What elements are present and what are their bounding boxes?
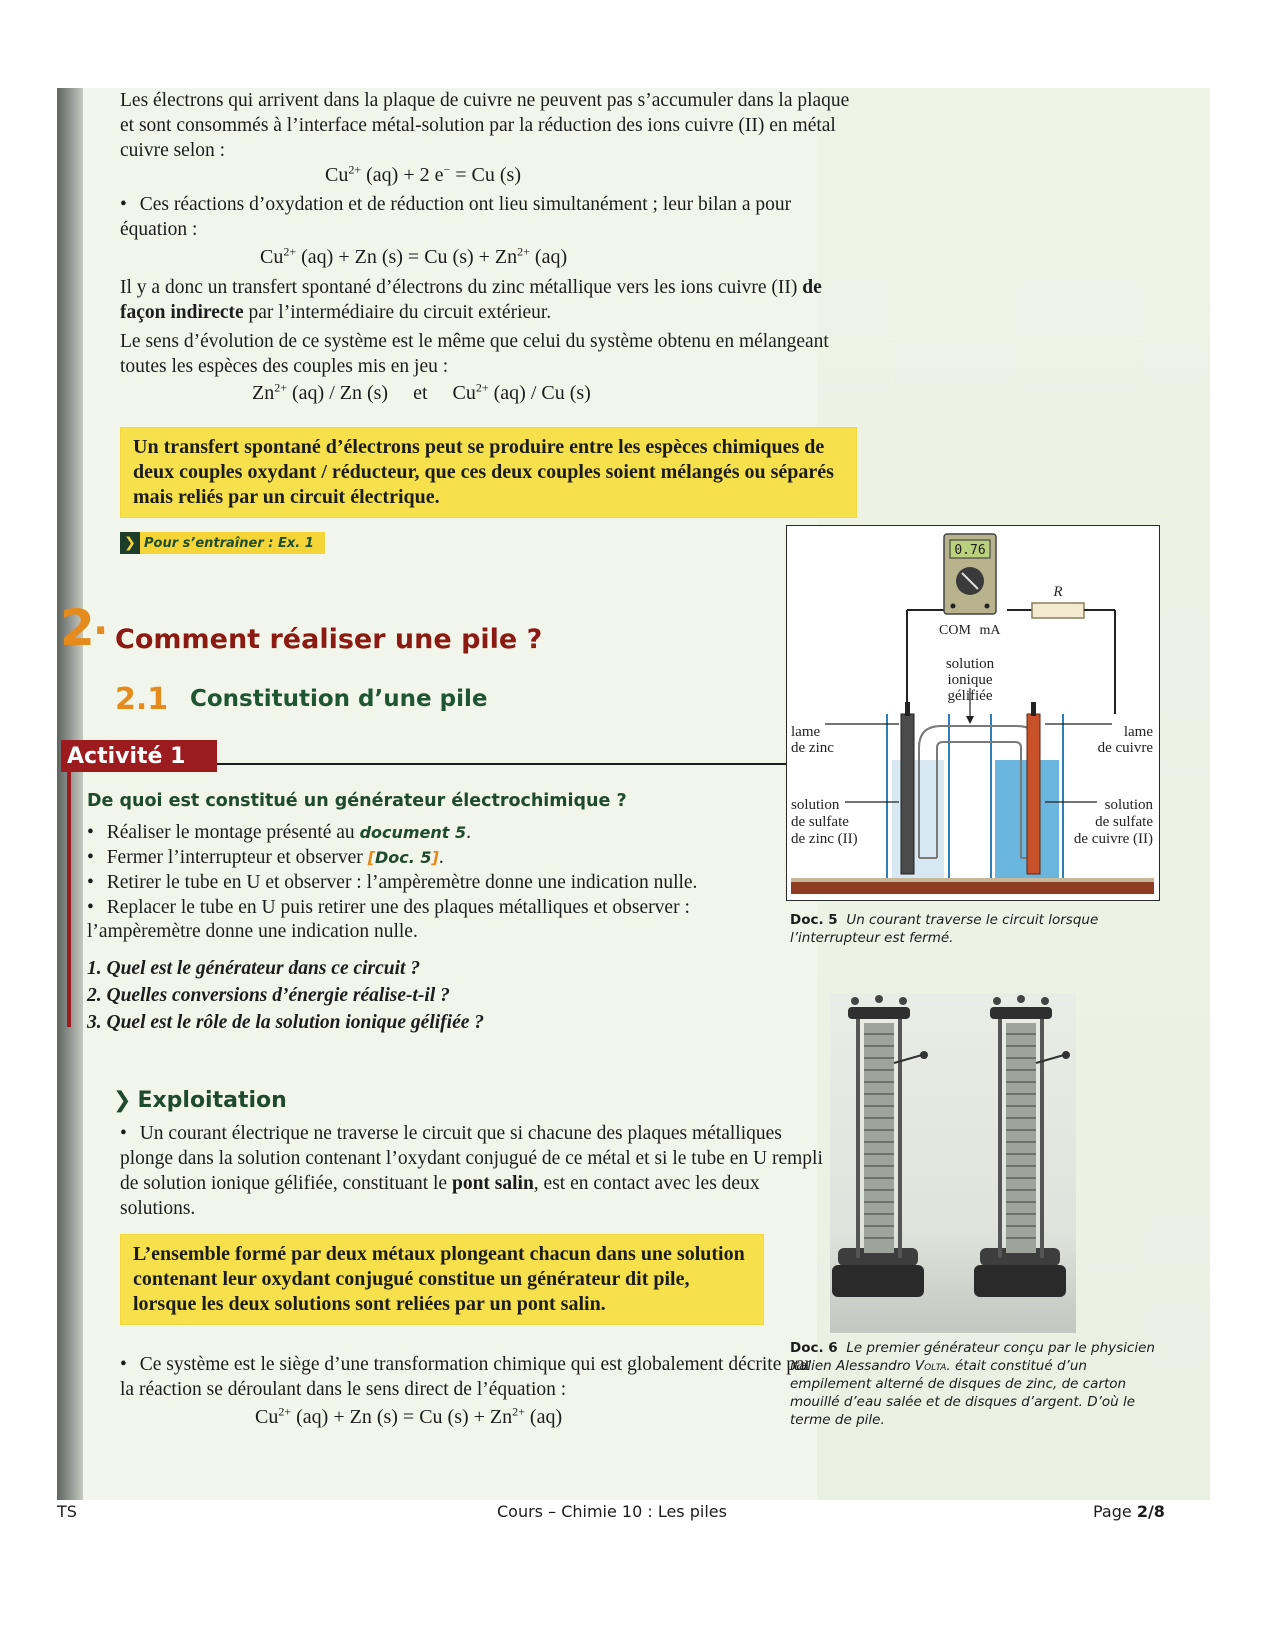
eq3-b: (aq) / Zn (s) et Cu: [287, 382, 476, 404]
intro-paragraph-3-bold: de façon indirecte: [120, 277, 822, 323]
left-cap: [848, 1007, 910, 1019]
footer-class: TS: [57, 1502, 77, 1521]
zinc-solution-label-2: de sulfate: [791, 814, 849, 830]
meter-ma-label: mA: [979, 623, 1001, 638]
eq3-b-charge: 2+: [475, 380, 489, 395]
eq3-a: Zn: [252, 382, 275, 404]
volta-pile-photo: [830, 993, 1076, 1333]
question-3: 3. Quel est le rôle de la solution ionique gélifiée ?: [87, 1012, 485, 1033]
right-rod-1: [998, 1013, 1002, 1258]
zinc-label-1: lame: [791, 724, 821, 740]
exploitation-title: Exploitation: [137, 1088, 287, 1113]
eq4-a-charge: 2+: [278, 1404, 292, 1419]
eq2-c: (aq): [529, 246, 568, 268]
intro-paragraph-3-end: par l’intermédiaire du circuit extérieur.: [243, 302, 552, 323]
gel-label-1: solution: [945, 656, 995, 672]
footer-page-number: [1093, 1502, 1165, 1521]
ma-terminal: [985, 604, 990, 609]
zinc-solution-label-3: de zinc (II): [791, 831, 858, 847]
exploitation-p1-start: Un courant électrique ne traverse le circuit que si chacune des plaques métalliques plonge dans la solution contenant l’oxydant conjugué de ce métal et si le tube en U rempli de solution ionique gélifiée, constituant le: [120, 1123, 823, 1194]
equation-bilan: [260, 244, 567, 270]
footer-page-value: 2/8: [1136, 1502, 1165, 1521]
meter-reading: 0.76: [954, 543, 986, 558]
left-base: [832, 1265, 924, 1297]
subsection-number: 2.1: [115, 682, 169, 717]
left-knob-1: [851, 997, 859, 1005]
key-statement-box-1: [121, 428, 856, 517]
activity-step-1-text: Réaliser le montage présenté au: [106, 822, 360, 843]
doc6-caption-part-2: . était constitué d’un empilement alterné de disques de zinc, de carton mouillé d’eau salée et de disques d’argent. D’où le terme de pile.: [790, 1358, 1136, 1428]
activity-label: Activité 1: [61, 740, 217, 772]
exploitation-heading: [113, 1088, 287, 1113]
right-knob-2: [1017, 995, 1025, 1003]
gel-pointer-arrowhead: [966, 716, 974, 724]
eq4-c: (aq): [524, 1406, 563, 1428]
section-number-dot: .: [93, 598, 109, 644]
eq4-b-charge: 2+: [512, 1404, 525, 1419]
intro-paragraph-4: [120, 329, 860, 379]
activity-question: De quoi est constitué un générateur électrochimique ?: [87, 791, 627, 811]
eq1-rest: (aq) + 2 e: [361, 164, 444, 186]
copper-solution-label-2: de sulfate: [1095, 814, 1153, 830]
activity-step-2-end: .: [438, 847, 444, 868]
bench-top: [791, 878, 1154, 882]
eq4-a: Cu: [255, 1406, 279, 1428]
exercise-link-label: Pour s’entraîner : Ex. 1: [144, 535, 314, 551]
equation-pile: [255, 1404, 562, 1430]
intro-paragraph-1-text: Les électrons qui arrivent dans la plaque de cuivre ne peuvent pas s’accumuler dans la plaque et sont consommés à l’interface métal-solution par la réduction des ions cuivre (II) en métal cuivre selon :: [120, 90, 850, 161]
right-knob-1: [993, 997, 1001, 1005]
footer-page-prefix: Page: [1093, 1502, 1137, 1521]
resistor: [1032, 603, 1084, 618]
doc5-diagram: [786, 525, 1160, 901]
copper-electrode: [1027, 714, 1040, 874]
activity-rule: [217, 763, 787, 765]
intro-paragraph-2-text: Ces réactions d’oxydation et de réduction ont lieu simultanément ; leur bilan a pour équation :: [120, 194, 792, 240]
eq3-a-charge: 2+: [274, 380, 287, 395]
right-base: [974, 1265, 1066, 1297]
volta-pile-svg: [830, 993, 1076, 1333]
exploitation-paragraph-2: [120, 1352, 820, 1402]
intro-paragraph-4-text: Le sens d’évolution de ce système est le même que celui du système obtenu en mélangeant toutes les espèces des couples mis en jeu :: [120, 331, 829, 377]
intro-paragraph-1: [120, 88, 860, 163]
eq1-electron-charge: −: [443, 162, 451, 177]
equation-couples: [252, 380, 591, 406]
copper-solution-label-3: de cuivre (II): [1073, 831, 1153, 847]
gel-label-3: gélifiée: [947, 688, 993, 704]
doc5-caption: [790, 911, 1160, 947]
arrow-right-icon: ❯: [120, 532, 140, 554]
exploitation-p1-end: , est en contact avec les deux solutions.: [120, 1173, 760, 1219]
copper-clip: [1031, 702, 1036, 716]
exercise-link[interactable]: [120, 532, 325, 554]
doc-5-reference-text: Doc. 5: [375, 848, 432, 867]
activity-step-3: [87, 871, 787, 895]
eq1-rhs: = Cu (s): [450, 164, 521, 186]
exploitation-p2-text: Ce système est le siège d’une transformation chimique qui est globalement décrite par la réaction se déroulant dans le sens direct de l’équation :: [120, 1354, 812, 1400]
section-number: 2: [60, 599, 95, 657]
activity-step-1-end: .: [466, 822, 472, 843]
copper-solution-label-1: solution: [1104, 797, 1153, 813]
textbook-page-scan: [57, 88, 1210, 1500]
exploitation-p1-bold: pont salin: [451, 1173, 534, 1194]
copper-label-1: lame: [1123, 724, 1153, 740]
eq2-b-charge: 2+: [517, 244, 530, 259]
doc5-caption-number: Doc. 5: [790, 912, 838, 928]
left-rod-1: [856, 1013, 860, 1258]
question-1: 1. Quel est le générateur dans ce circuit ?: [87, 958, 421, 979]
resistor-label: R: [1053, 584, 1063, 600]
activity-side-bar: [67, 772, 71, 1027]
activity-step-2-text: Fermer l’interrupteur et observer: [106, 847, 368, 868]
bracket-open: [: [367, 848, 375, 867]
activity-step-3-text: Retirer le tube en U et observer : l’ampèremètre donne une indication nulle.: [106, 872, 698, 893]
doc-5-reference[interactable]: [368, 848, 439, 867]
pile-circuit-svg: [787, 526, 1158, 899]
key-statement-2-text: L’ensemble formé par deux métaux plongeant chacun dans une solution contenant leur oxydant conjugué constitue un générateur dit pile, lorsque les deux solutions sont reliées par un pont salin.: [133, 1243, 745, 1315]
doc6-caption-name: Volta: [914, 1358, 947, 1374]
activity-step-4-text: Replacer le tube en U puis retirer une des plaques métalliques et observer : l’ampèremètre donne une indication nulle.: [87, 897, 690, 942]
right-terminal: [1062, 1051, 1070, 1059]
zinc-electrode: [901, 714, 914, 874]
right-knob-3: [1041, 997, 1049, 1005]
key-statement-box-2: [121, 1235, 763, 1324]
eq1-charge: 2+: [348, 162, 362, 177]
left-terminal: [920, 1051, 928, 1059]
eq1-ion: Cu: [325, 164, 349, 186]
left-knob-2: [875, 995, 883, 1003]
activity-step-2: [87, 846, 787, 870]
zinc-label-2: de zinc: [791, 740, 834, 756]
left-knob-3: [899, 997, 907, 1005]
key-statement-1-text: Un transfert spontané d’électrons peut se produire entre les espèces chimiques de deux couples oxydant / réducteur, que ces deux couples soient mélangés ou séparés mais reliés par un circuit électrique.: [133, 436, 834, 508]
subsection-title: Constitution d’une pile: [190, 686, 488, 712]
copper-label-2: de cuivre: [1097, 740, 1153, 756]
right-cap: [990, 1007, 1052, 1019]
meter-com-label: COM: [939, 623, 971, 638]
doc6-caption: [790, 1339, 1160, 1429]
zinc-solution-label-1: solution: [791, 797, 840, 813]
gel-label-2: ionique: [947, 672, 993, 688]
activity-step-4: [87, 896, 787, 944]
doc6-caption-number: Doc. 6: [790, 1340, 838, 1356]
intro-paragraph-3-start: Il y a donc un transfert spontané d’électrons du zinc métallique vers les ions cuivre (II): [120, 277, 803, 298]
dummy3: [882, 606, 907, 610]
eq2-a: Cu: [260, 246, 284, 268]
com-terminal: [951, 604, 956, 609]
equation-copper-reduction: [325, 162, 521, 188]
bracket-close: ]: [431, 848, 439, 867]
exploitation-paragraph-1: [120, 1121, 830, 1221]
zinc-clip: [905, 702, 910, 716]
intro-paragraph-2: [120, 192, 860, 242]
eq2-b: (aq) + Zn (s) = Cu (s) + Zn: [296, 246, 518, 268]
eq4-b: (aq) + Zn (s) = Cu (s) + Zn: [291, 1406, 513, 1428]
intro-paragraph-3: [120, 275, 860, 325]
right-rod-2: [1040, 1013, 1044, 1258]
doc5-caption-text: Un courant traverse le circuit lorsque l’interrupteur est fermé.: [790, 912, 1099, 946]
chevron-right-icon: ❯: [113, 1088, 132, 1113]
eq3-c: (aq) / Cu (s): [488, 382, 591, 404]
doc6-caption-part-1: Le premier générateur conçu par le physicien italien Alessandro: [790, 1340, 1155, 1374]
bench: [791, 882, 1154, 894]
section-title: Comment réaliser une pile ?: [115, 624, 543, 655]
footer-course-title: Cours – Chimie 10 : Les piles: [497, 1502, 727, 1521]
document-5-link[interactable]: document 5: [359, 823, 467, 842]
question-2: 2. Quelles conversions d’énergie réalise-t-il ?: [87, 985, 450, 1006]
activity-step-1: [87, 821, 787, 845]
left-rod-2: [898, 1013, 902, 1258]
eq2-a-charge: 2+: [283, 244, 297, 259]
